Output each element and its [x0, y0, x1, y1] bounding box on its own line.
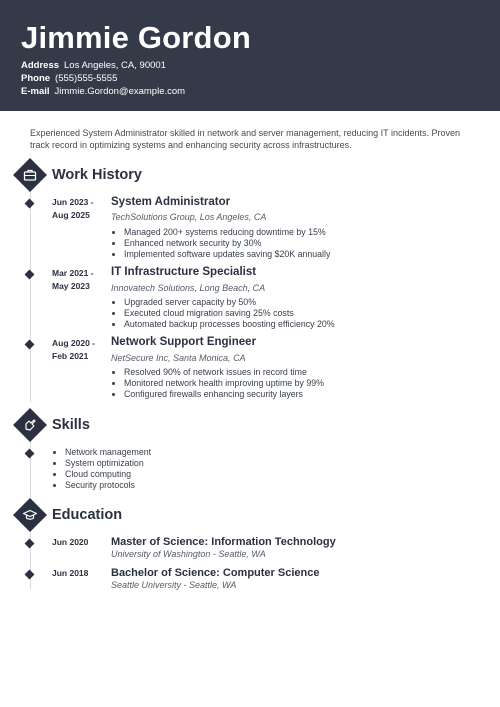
contact-label: E-mail — [21, 86, 50, 97]
list-item: • Enhanced network security by 30% — [124, 238, 330, 249]
list-item: • System optimization — [65, 458, 151, 469]
education-degree: Master of Science: Information Technology — [111, 536, 336, 548]
job-date — [52, 267, 108, 293]
timeline-marker — [25, 449, 35, 459]
resume-header — [0, 0, 500, 111]
job-date-start: Mar 2021 - — [52, 268, 94, 278]
timeline-marker — [25, 270, 35, 280]
graduation-cap-icon — [13, 498, 47, 532]
timeline-marker — [25, 340, 35, 350]
list-item: • Configured firewalls enhancing security layers — [124, 389, 324, 400]
timeline-line-education — [30, 527, 31, 589]
education-degree: Bachelor of Science: Computer Science — [111, 567, 320, 579]
job-bullets — [111, 227, 330, 260]
education-school: University of Washington - Seattle, WA — [111, 549, 266, 559]
candidate-name: Jimmie Gordon — [21, 20, 251, 55]
list-item: • Network management — [65, 447, 151, 458]
list-item: • Implemented software updates saving $20K annually — [124, 249, 330, 260]
job-date-start: Aug 2020 - — [52, 338, 95, 348]
job-company: Innovatech Solutions, Long Beach, CA — [111, 283, 266, 293]
contact-label: Address — [21, 60, 60, 71]
section-title-work-history: Work History — [52, 167, 142, 183]
timeline-line-work — [30, 187, 31, 402]
skills-icon — [13, 408, 47, 442]
job-title: IT Infrastructure Specialist — [111, 266, 257, 278]
education-date: Jun 2018 — [52, 568, 89, 578]
education-date: Jun 2020 — [52, 537, 89, 547]
contact-label: Phone — [21, 73, 51, 84]
skills-list — [52, 447, 151, 491]
list-item: • Cloud computing — [65, 469, 151, 480]
contact-value: (555)555-5555 — [55, 73, 118, 84]
timeline-marker — [25, 539, 35, 549]
list-item: • Managed 200+ systems reducing downtime by 15% — [124, 227, 330, 238]
list-item: • Monitored network health improving uptime by 99% — [124, 378, 324, 389]
timeline-marker — [25, 570, 35, 580]
job-date-end: Feb 2021 — [52, 351, 89, 361]
section-title-education: Education — [52, 507, 123, 523]
job-title: Network Support Engineer — [111, 336, 257, 348]
job-date-end: May 2023 — [52, 281, 90, 291]
contact-phone — [21, 73, 117, 85]
education-school: Seattle University - Seattle, WA — [111, 580, 237, 590]
contact-address — [21, 60, 166, 72]
job-date — [52, 337, 108, 363]
section-title-skills: Skills — [52, 417, 90, 433]
contact-value: Jimmie.Gordon@example.com — [54, 86, 186, 97]
job-date — [52, 196, 108, 222]
list-item: • Resolved 90% of network issues in record time — [124, 367, 324, 378]
job-title: System Administrator — [111, 196, 231, 208]
job-date-start: Jun 2023 - — [52, 197, 94, 207]
job-bullets — [111, 297, 335, 330]
list-item: • Security protocols — [65, 480, 151, 491]
list-item: • Upgraded server capacity by 50% — [124, 297, 335, 308]
list-item: • Executed cloud migration saving 25% costs — [124, 308, 335, 319]
job-company: NetSecure Inc, Santa Monica, CA — [111, 353, 246, 363]
contact-value: Los Angeles, CA, 90001 — [64, 60, 166, 71]
briefcase-icon — [13, 158, 47, 192]
timeline-marker — [25, 199, 35, 209]
job-date-end: Aug 2025 — [52, 210, 90, 220]
professional-summary: Experienced System Administrator skilled in network and server management, reducing IT incidents. Proven track record in optimizing systems and enhancing security across infrastructures. — [30, 128, 461, 150]
list-item: • Automated backup processes boosting efficiency 20% — [124, 319, 335, 330]
job-bullets — [111, 367, 324, 400]
timeline-line-skills — [30, 437, 31, 497]
contact-email — [21, 86, 185, 98]
job-company: TechSolutions Group, Los Angeles, CA — [111, 212, 267, 222]
